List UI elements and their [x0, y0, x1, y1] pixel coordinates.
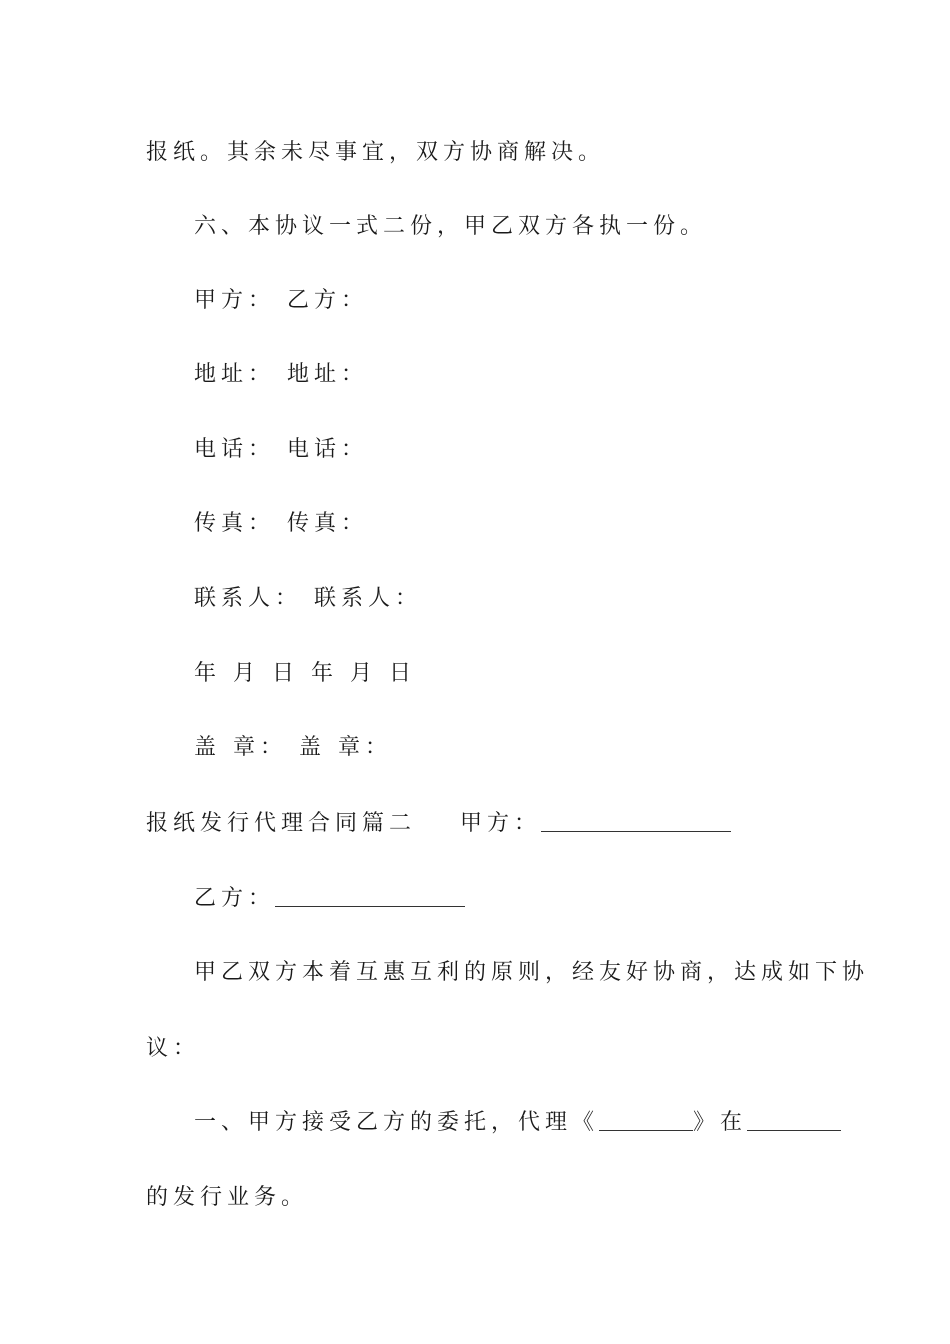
clause-six: 六、本协议一式二份，甲乙双方各执一份。 [194, 214, 708, 239]
section-title: 报纸发行代理合同篇二 [146, 811, 417, 836]
intro-line-end: 议： [146, 1036, 201, 1061]
party-b-line [194, 884, 465, 914]
clause-one-end: 的发行业务。 [146, 1185, 309, 1210]
intro-line: 甲乙双方本着互惠互利的原则，经友好协商，达成如下协 [194, 960, 870, 985]
contact-line: 联系人： 联系人： [194, 586, 422, 611]
address-line: 地址： 地址： [194, 362, 368, 387]
clause-one-line [194, 1108, 841, 1138]
newspaper-name-blank [599, 1108, 693, 1131]
clause-one-text-a: 一、甲方接受乙方的委托，代理《 [194, 1110, 600, 1135]
party-b-label: 乙方： [194, 886, 276, 911]
clause-one-text-b: 》在 [693, 1110, 748, 1135]
party-a-label: 甲方： [460, 811, 542, 836]
section-title-line [146, 809, 731, 839]
region-blank [747, 1108, 841, 1131]
party-a-blank [541, 809, 731, 832]
date-line: 年 月 日 年 月 日 [194, 661, 416, 686]
phone-line: 电话： 电话： [194, 437, 368, 462]
fax-line: 传真： 传真： [194, 511, 368, 536]
paragraph-line: 报纸。其余未尽事宜，双方协商解决。 [146, 140, 606, 165]
party-line: 甲方： 乙方： [194, 288, 368, 313]
seal-line: 盖 章： 盖 章： [194, 735, 392, 760]
party-b-blank [275, 884, 465, 907]
